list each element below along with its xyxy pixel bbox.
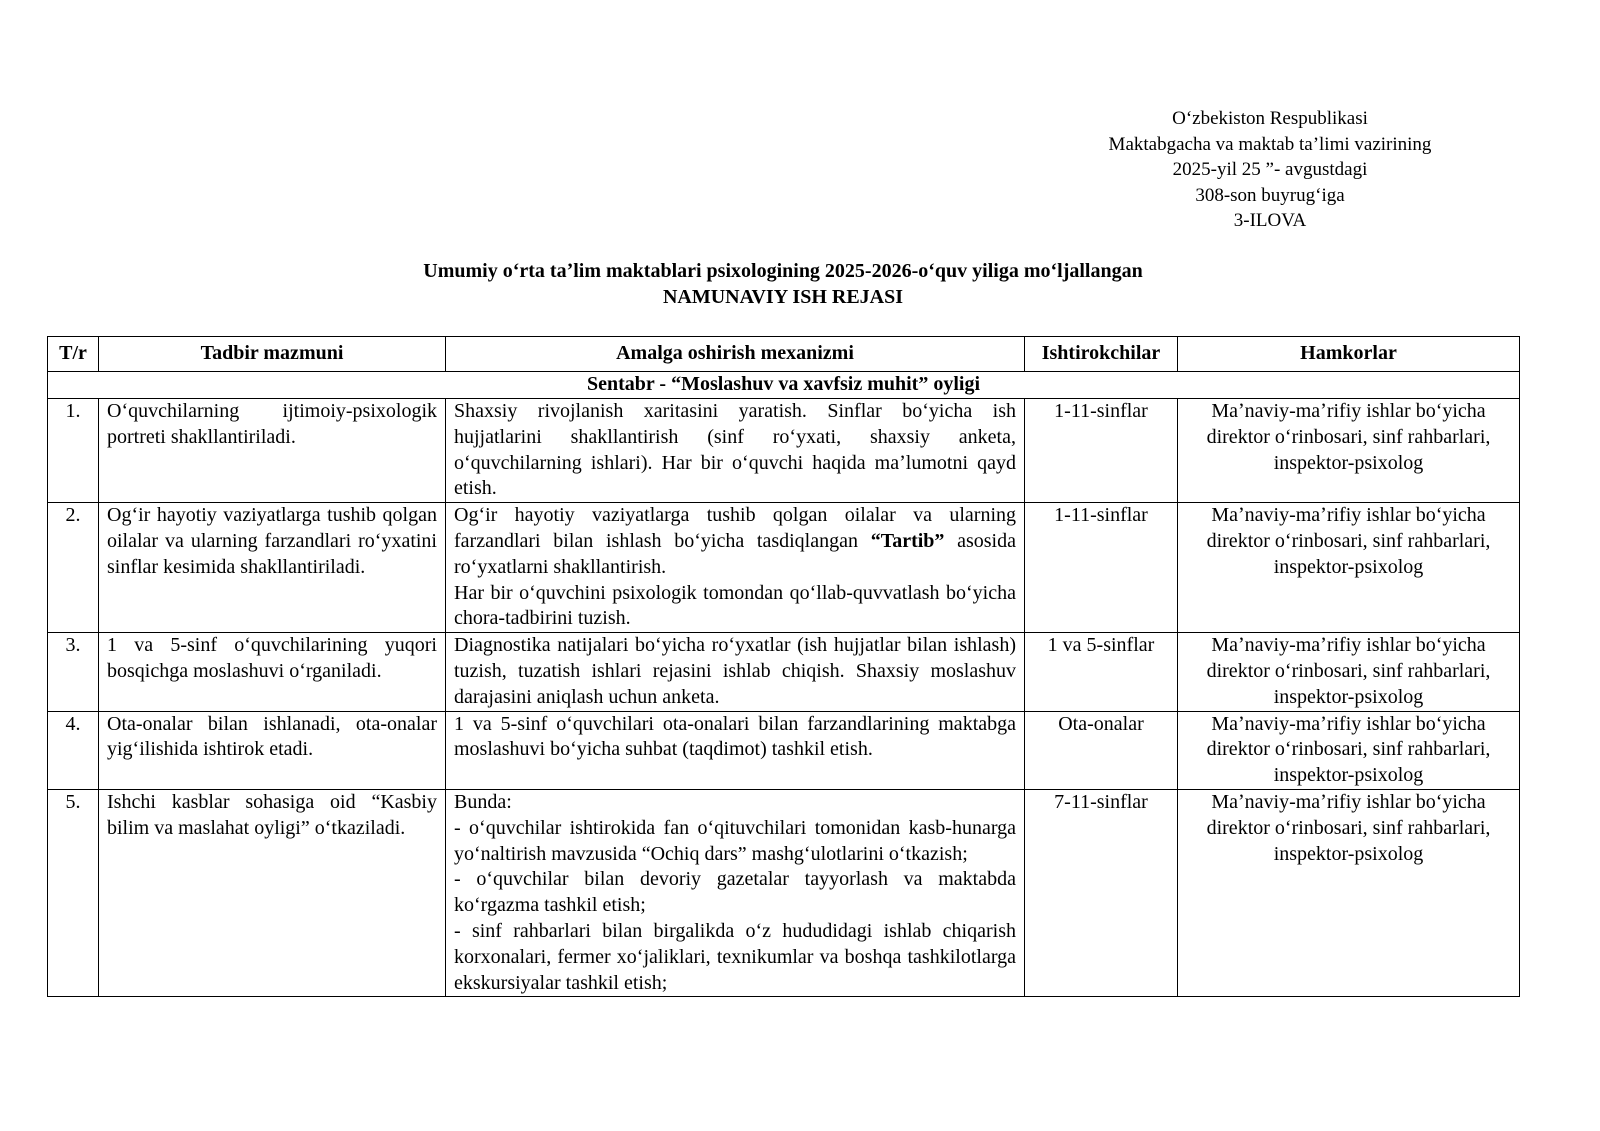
- table-row: [48, 399, 1520, 503]
- table-row: [48, 711, 1520, 789]
- row-mechanism: [446, 789, 1025, 996]
- row-partners: Maʼnaviy-maʼrifiy ishlar boʻyicha direktor oʻrinbosari, sinf rahbarlari, inspektor-psixolog: [1178, 789, 1520, 996]
- table-row: [48, 789, 1520, 996]
- row-participants: Ota-onalar: [1025, 711, 1178, 789]
- row-content: Ogʻir hayotiy vaziyatlarga tushib qolgan oilalar va ularning farzandlari roʻyxatini sinflar kesimida shakllantiriladi.: [99, 503, 446, 633]
- approval-line-ministry: Maktabgacha va maktab taʼlimi vazirining: [1108, 133, 1432, 155]
- mechanism-intro: Bunda:: [454, 790, 512, 813]
- column-header-mechanism: Amalga oshirish mexanizmi: [446, 337, 1025, 372]
- table-row: [48, 503, 1520, 633]
- row-participants: 1-11-sinflar: [1025, 503, 1178, 633]
- approval-line-annex: 3-ILOVA: [1233, 210, 1307, 231]
- approval-line-republic: Oʻzbekiston Respublikasi: [1172, 108, 1368, 129]
- row-partners: Maʼnaviy-maʼrifiy ishlar boʻyicha direktor oʻrinbosari, sinf rahbarlari, inspektor-psixolog: [1178, 399, 1520, 503]
- approval-line-date: 2025-yil 25 ”- avgustdagi: [1172, 159, 1368, 180]
- approval-block: [1090, 106, 1450, 234]
- mechanism-list-item: - sinf rahbarlari bilan birgalikda oʻz hududidagi ishlab chiqarish korxonalari, fermer xoʻjaliklari, texnikumlar va boshqa tashkilotlarga ekskursiyalar tashkil etish;: [454, 919, 1016, 994]
- row-mechanism: [446, 503, 1025, 633]
- row-number: 5.: [48, 789, 99, 996]
- row-number: 3.: [48, 633, 99, 711]
- row-content: Oʻquvchilarning ijtimoiy-psixologik portreti shakllantiriladi.: [99, 399, 446, 503]
- row-mechanism: Diagnostika natijalari boʻyicha roʻyxatlar (ish hujjatlar bilan ishlash) tuzish, tuzatish ishlari rejasini ishlab chiqish. Shaxsiy moslashuv darajasini aniqlash uchun anketa.: [446, 633, 1025, 711]
- approval-line-order: 308-son buyrugʻiga: [1195, 184, 1345, 206]
- row-participants: 1 va 5-sinflar: [1025, 633, 1178, 711]
- row-participants: 1-11-sinflar: [1025, 399, 1178, 503]
- table-row: [48, 633, 1520, 711]
- column-header-content: Tadbir mazmuni: [99, 337, 446, 372]
- column-header-number: T/r: [48, 337, 99, 372]
- month-heading: Sentabr - “Moslashuv va xavfsiz muhit” oyligi: [48, 372, 1520, 399]
- row-participants: 7-11-sinflar: [1025, 789, 1178, 996]
- mechanism-list-item: - oʻquvchilar bilan devoriy gazetalar tayyorlash va maktabda koʻrgazma tashkil etish;: [454, 868, 1016, 917]
- row-number: 4.: [48, 711, 99, 789]
- row-mechanism: Shaxsiy rivojlanish xaritasini yaratish. Sinflar boʻyicha ish hujjatlarini shakllantirish (sinf roʻyxati, shaxsiy anketa, oʻquvchilarning ishlari). Har bir oʻquvchi haqida maʼlumotni qayd etish.: [446, 399, 1025, 503]
- month-row: [48, 372, 1520, 399]
- work-plan-table: [47, 336, 1520, 997]
- mechanism-list-item: - oʻquvchilar ishtirokida fan oʻqituvchilari tomonidan kasb-hunarga yoʻnaltirish mavzusida “Ochiq dars” mashgʻulotlarini oʻtkazish;: [454, 816, 1016, 865]
- mechanism-text: asosida roʻyxatlarni shakllantirish.: [454, 529, 1016, 578]
- column-header-partners: Hamkorlar: [1178, 337, 1520, 372]
- row-content: 1 va 5-sinf oʻquvchilarining yuqori bosqichga moslashuvi oʻrganiladi.: [99, 633, 446, 711]
- row-content: Ota-onalar bilan ishlanadi, ota-onalar yigʻilishida ishtirok etadi.: [99, 711, 446, 789]
- mechanism-bold-term: “Tartib”: [870, 529, 945, 552]
- row-partners: Maʼnaviy-maʼrifiy ishlar boʻyicha direktor oʻrinbosari, sinf rahbarlari, inspektor-psixolog: [1178, 633, 1520, 711]
- column-header-participants: Ishtirokchilar: [1025, 337, 1178, 372]
- row-partners: Maʼnaviy-maʼrifiy ishlar boʻyicha direktor oʻrinbosari, sinf rahbarlari, inspektor-psixolog: [1178, 503, 1520, 633]
- document-title: Umumiy oʻrta taʼlim maktablari psixologining 2025-2026-oʻquv yiliga moʻljallangan: [423, 260, 1143, 282]
- row-partners: Maʼnaviy-maʼrifiy ishlar boʻyicha direktor oʻrinbosari, sinf rahbarlari, inspektor-psixolog: [1178, 711, 1520, 789]
- row-mechanism: 1 va 5-sinf oʻquvchilari ota-onalari bilan farzandlarining maktabga moslashuvi boʻyicha suhbat (taqdimot) tashkil etish.: [446, 711, 1025, 789]
- table-header-row: [48, 337, 1520, 372]
- mechanism-text: Ogʻir hayotiy vaziyatlarga tushib qolgan oilalar va ularning farzandlari bilan ishlash boʻyicha tasdiqlangan: [454, 504, 1016, 552]
- mechanism-paragraph: Har bir oʻquvchini psixologik tomondan qoʻllab-quvvatlash boʻyicha chora-tadbirini tuzish.: [454, 581, 1016, 630]
- row-number: 2.: [48, 503, 99, 633]
- document-subtitle: NAMUNAVIY ISH REJASI: [662, 286, 904, 308]
- mechanism-paragraph: [454, 503, 1016, 580]
- row-content: Ishchi kasblar sohasiga oid “Kasbiy bilim va maslahat oyligi” oʻtkaziladi.: [99, 789, 446, 996]
- row-number: 1.: [48, 399, 99, 503]
